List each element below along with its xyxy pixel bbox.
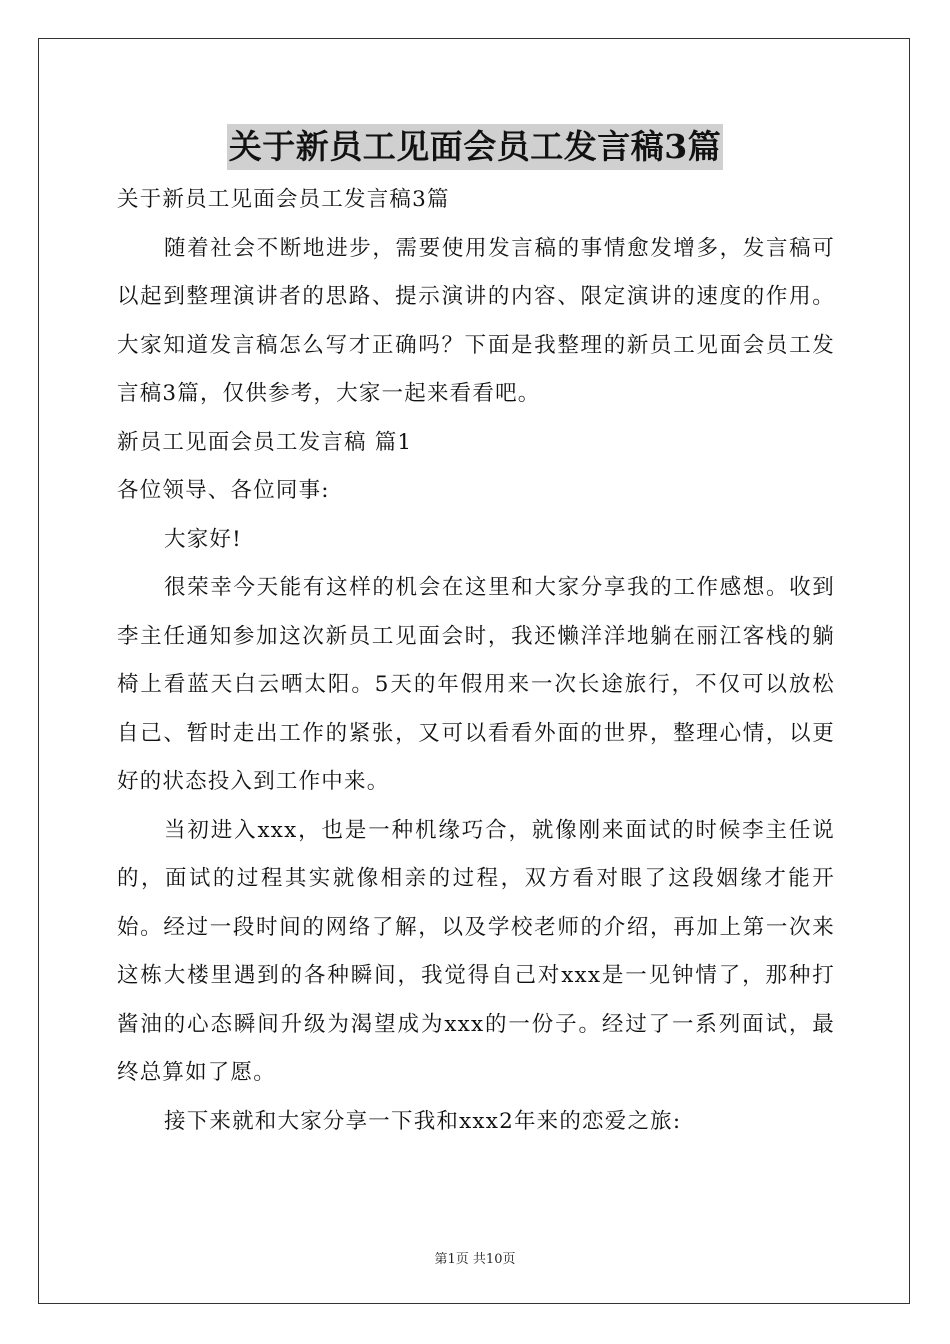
document-title: 关于新员工见面会员工发言稿3篇 <box>227 124 723 170</box>
subtitle-line: 关于新员工见面会员工发言稿3篇 <box>117 187 450 212</box>
document-body <box>117 176 835 1146</box>
body-paragraph: 接下来就和大家分享一下我和xxx2年来的恋爱之旅: <box>164 1108 682 1134</box>
salutation: 各位领导、各位同事: <box>117 478 330 503</box>
section-heading: 新员工见面会员工发言稿 篇1 <box>117 429 413 455</box>
page-footer: 第1页 共10页 <box>434 1252 516 1267</box>
body-paragraph: 当初进入xxx，也是一种机缘巧合，就像刚来面试的时候李主任说的，面试的过程其实就像相亲的过程，双方看对眼了这段姻缘才能开始。经过一段时间的网络了解，以及学校老师的介绍，再加上第一次来这栋大楼里遇到的各种瞬间，我觉得自己对xxx是一见钟情了，那种打酱油的心态瞬间升级为渴望成为xxx的一份子。经过了一系列面试，最终总算如了愿。 <box>117 817 835 1085</box>
intro-paragraph: 随着社会不断地进步，需要使用发言稿的事情愈发增多，发言稿可以起到整理演讲者的思路、提示演讲的内容、限定演讲的速度的作用。大家知道发言稿怎么写才正确吗？下面是我整理的新员工见面会员工发言稿3篇，仅供参考，大家一起来看看吧。 <box>117 235 835 406</box>
title-container <box>0 124 950 170</box>
greeting: 大家好! <box>164 526 242 552</box>
body-paragraph: 很荣幸今天能有这样的机会在这里和大家分享我的工作感想。收到李主任通知参加这次新员工见面会时，我还懒洋洋地躺在丽江客栈的躺椅上看蓝天白云晒太阳。5天的年假用来一次长途旅行，不仅可以放松自己、暂时走出工作的紧张，又可以看看外面的世界，整理心情，以更好的状态投入到工作中来。 <box>117 575 835 794</box>
